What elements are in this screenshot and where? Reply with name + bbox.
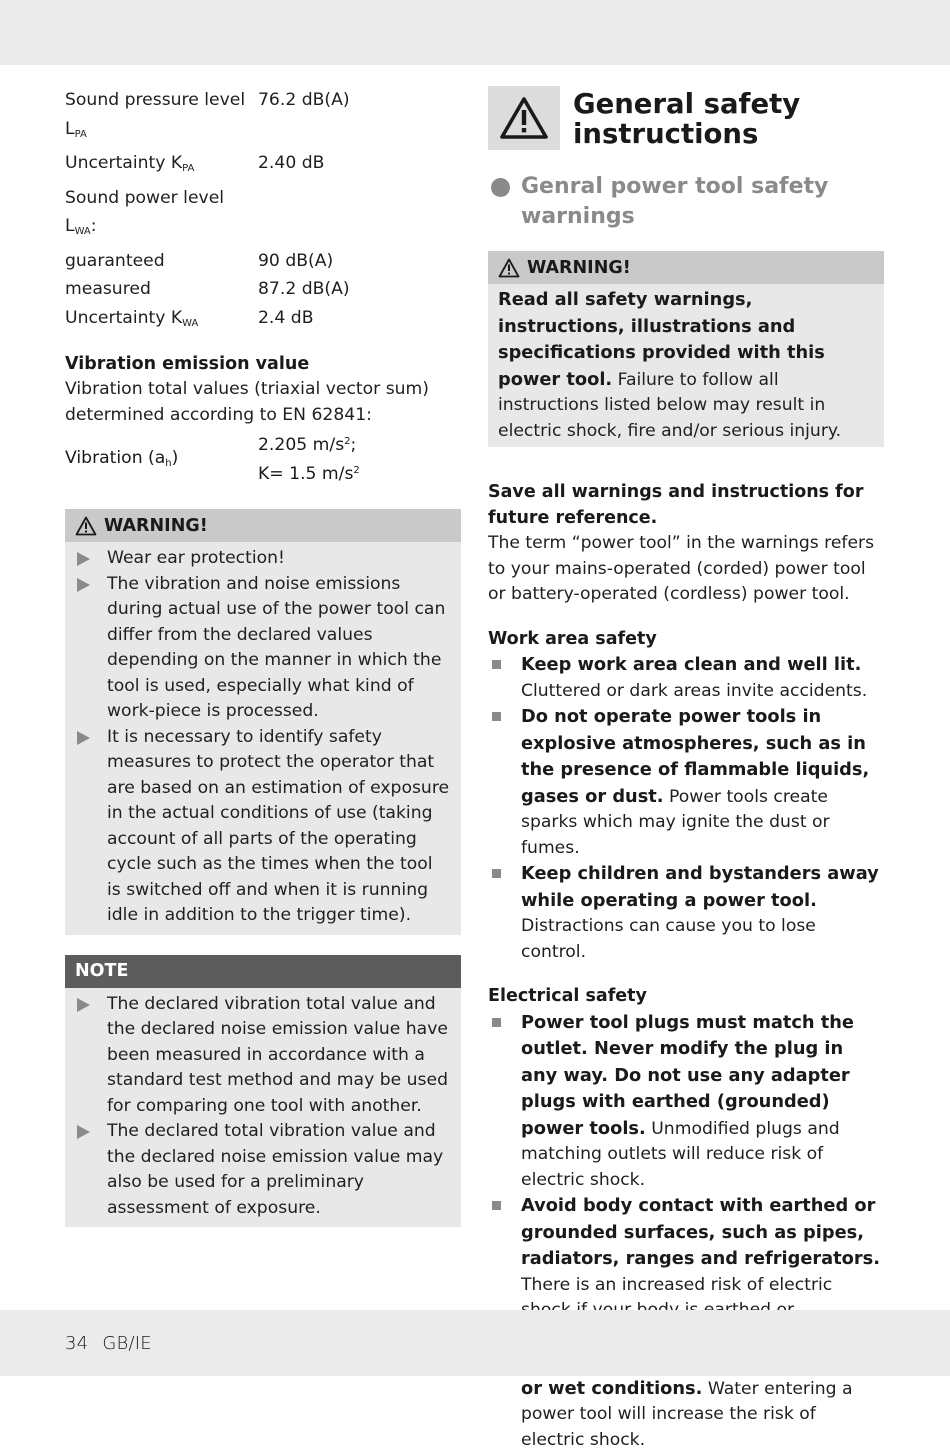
general-warning-box [488,251,884,447]
list-item: Keep work area clean and well lit. Cluttered or dark areas invite accidents. [488,652,884,704]
square-bullet-icon [492,1201,501,1210]
warning-triangle-icon [498,258,520,278]
spec-label: Sound power level L [65,188,224,237]
warning-box [65,509,461,935]
spec-value [258,184,350,247]
spec-row [65,247,350,276]
warning-triangle-icon [499,96,549,140]
note-box [65,955,461,1228]
top-band [0,0,950,65]
list-item: Do not operate power tools in explosive atmospheres, such as in the presence of flammable liquids, gases or dust. Power tools create sparks which may ignite the dust or fumes. [488,704,884,861]
work-area-list [488,652,884,965]
spec-row [65,184,350,247]
electrical-heading: Electrical safety [488,984,884,1010]
spec-row [65,304,350,339]
list-item: It is necessary to identify safety measures to protect the operator that are based on an estimation of exposure in the actual conditions of use (taking account of all parts of the operating cycle such as the times when the tool is switched off and when it is running idle in addition to the trigger time). [75,725,451,929]
right-column [488,86,884,1453]
work-area-section [488,627,884,966]
spec-value: 2.40 dB [258,149,350,184]
note-box-title: NOTE [75,961,128,981]
warning-box-title: WARNING! [527,258,631,278]
arrow-bullet-icon [77,731,90,745]
spec-label: Uncertainty K [65,153,182,173]
spec-label-sub: PA [182,163,194,174]
spec-label-sub: WA [75,226,91,237]
square-bullet-icon [492,1018,501,1027]
spec-value: 90 dB(A) [258,247,350,276]
list-item: or wet conditions. Water entering a power tool will increase the risk of electric shock. [488,1349,884,1453]
list-item: The vibration and noise emissions during actual use of the power tool can differ from the declared values depending on the manner in which the tool is used, especially what kind of work-piece is processed. [75,572,451,725]
list-item: Power tool plugs must match the outlet. Never modify the plug in any way. Do not use any adapter plugs with earthed (grounded) power tools. Unmodified plugs and matching outlets will reduce risk of electric shock. [488,1010,884,1194]
vibration-label: Vibration $(a_h)$ [65,448,258,469]
vibration-row [65,429,461,487]
spec-value: 87.2 dB(A) [258,275,350,304]
spec-label: Uncertainty K [65,308,182,328]
vibration-heading: Vibration emission value [65,352,461,377]
list-item: Avoid body contact with earthed or grounded surfaces, such as pipes, radiators, ranges and refrigerators. There is an increased risk of electric [488,1193,884,1349]
page-title: General safety instructions [573,89,884,149]
save-section [488,480,884,608]
warning-box-text: Read all safety warnings, instructions, illustrations and specifications provided with this power tool. Failure to follow all instructions listed below may result in electric shock, fire and/or serious injury. [488,284,884,447]
save-heading: Save all warnings and instructions for future reference. [488,480,884,531]
electrical-list [488,1010,884,1453]
work-area-heading: Work area safety [488,627,884,653]
spec-row [65,86,350,149]
save-text: The term “power tool” in the warnings refers to your mains-operated (corded) power tool or battery-operated (cordless) power tool. [488,531,884,608]
note-box-header [65,955,461,988]
spec-label-suffix: : [91,216,97,236]
page-number: 34 [65,1333,88,1354]
spec-label-sub: PA [75,129,87,140]
spec-label: guaranteed [65,247,258,276]
square-bullet-icon [492,660,501,669]
spec-value: 76.2 dB(A) [258,86,350,149]
vibration-intro: Vibration total values (triaxial vector sum) determined according to EN 62841: [65,377,461,428]
warning-sign-box [488,86,560,150]
list-item: The declared total vibration value and the declared noise emission value may also be used for a preliminary assessment of exposure. [75,1119,451,1221]
sub-heading [488,172,884,232]
arrow-bullet-icon [77,1125,90,1139]
spec-row [65,149,350,184]
warning-list [75,546,451,929]
vibration-value: 2.205 $m/s^2$; K= 1.5 $m/s^2$ [258,429,360,487]
main-heading [488,86,884,150]
spec-value: 2.4 dB [258,304,350,339]
warning-box-header [488,251,884,284]
square-bullet-icon [492,712,501,721]
spec-row [65,275,350,304]
warning-box-header [65,509,461,542]
left-column [65,86,461,1227]
list-item: The declared vibration total value and the declared noise emission value have been measured in accordance with a standard test method and may be used for comparing one tool with another. [75,992,451,1120]
square-bullet-icon [492,869,501,878]
section-title: Genral power tool safety warnings [521,172,884,232]
electrical-section [488,984,884,1453]
arrow-bullet-icon [77,578,90,592]
page-footer [65,1333,152,1354]
list-item: Keep children and bystanders away while operating a power tool. Distractions can cause you to lose control. [488,861,884,965]
spec-label-sub: WA [182,318,198,329]
list-item: Wear ear protection! [75,546,451,572]
spec-label: measured [65,275,258,304]
arrow-bullet-icon [77,552,90,566]
arrow-bullet-icon [77,998,90,1012]
spec-label: Sound pressure level L [65,90,245,139]
note-list [75,992,451,1222]
warning-box-title: WARNING! [104,516,208,536]
specs-table [65,86,350,338]
warning-triangle-icon [75,516,97,536]
page-locale: GB/IE [102,1333,151,1354]
bullet-dot-icon [491,178,510,197]
